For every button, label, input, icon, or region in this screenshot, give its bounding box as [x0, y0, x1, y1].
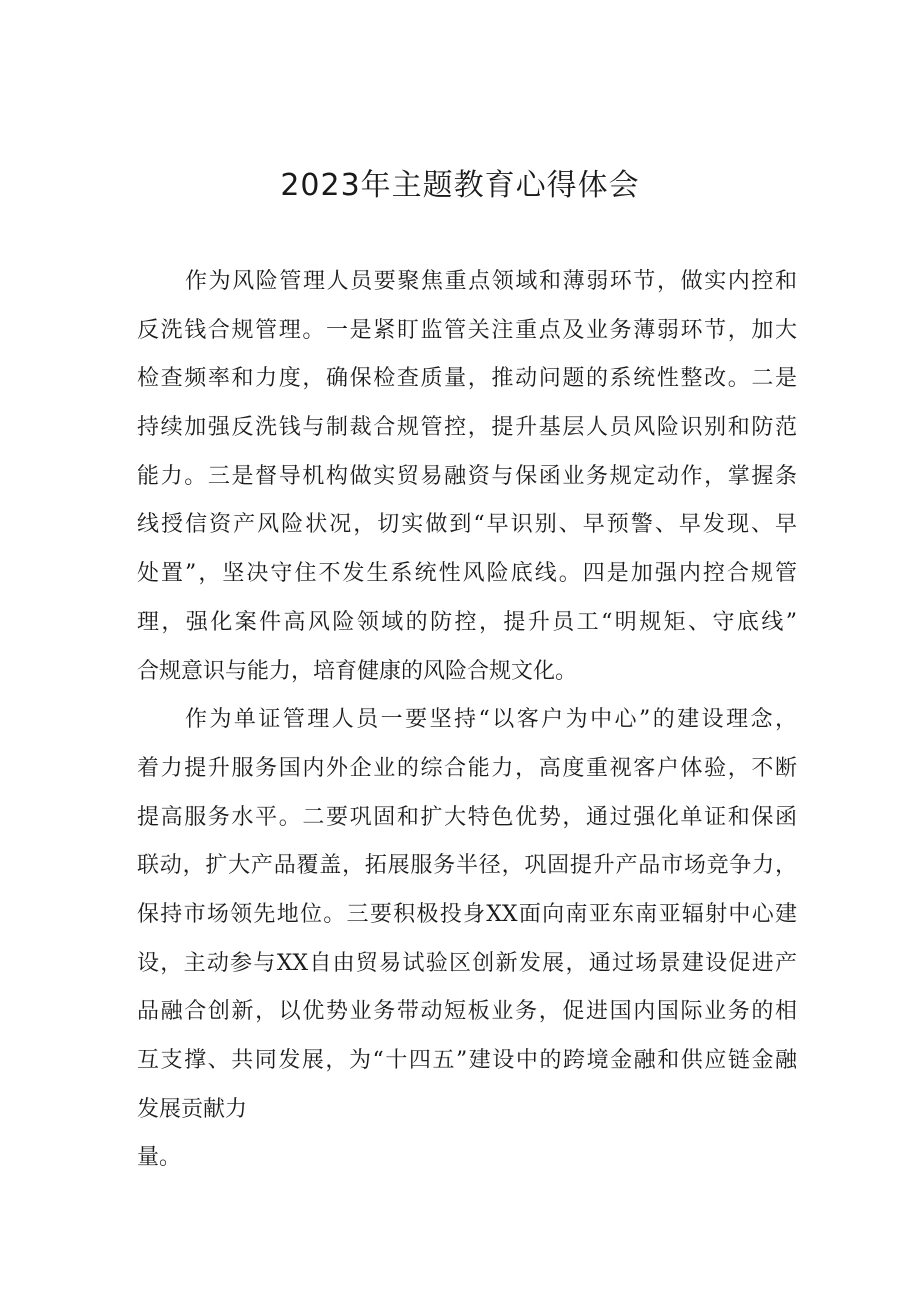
- paragraph-line: 检查频率和力度，确保检查质量，推动问题的系统性整改。二是: [137, 366, 797, 392]
- document-body: [137, 258, 797, 1183]
- paragraph-1: [137, 258, 797, 696]
- paragraph-line: 线授信资产风险状况，切实做到“早识别、早预警、早发现、早: [137, 512, 797, 538]
- document-title: 2023年主题教育心得体会: [280, 168, 640, 203]
- paragraph-line: 能力。三是督导机构做实贸易融资与保函业务规定动作，掌握条: [137, 463, 797, 489]
- paragraph-line: 保持市场领先地位。三要积极投身XX面向南亚东南亚辐射中心建: [137, 901, 797, 927]
- paragraph-line: 理，强化案件高风险领域的防控，提升员工“明规矩、守底线”: [137, 609, 797, 635]
- paragraph-line: 量。: [137, 1145, 182, 1171]
- paragraph-line: 品融合创新，以优势业务带动短板业务，促进国内国际业务的相: [137, 999, 797, 1025]
- paragraph-line: 设，主动参与XX自由贸易试验区创新发展，通过场景建设促进产: [137, 950, 797, 976]
- paragraph-line: 作为单证管理人员一要坚持“以客户为中心”的建设理念，: [185, 707, 797, 733]
- paragraph-line: 反洗钱合规管理。一是紧盯监管关注重点及业务薄弱环节，加大: [137, 317, 797, 343]
- paragraph-2: [137, 696, 797, 1183]
- paragraph-line: 持续加强反洗钱与制裁合规管控，提升基层人员风险识别和防范: [137, 415, 797, 441]
- paragraph-line: 提高服务水平。二要巩固和扩大特色优势，通过强化单证和保函: [137, 804, 797, 830]
- paragraph-line: 合规意识与能力，培育健康的风险合规文化。: [137, 658, 578, 684]
- paragraph-line: 着力提升服务国内外企业的综合能力，高度重视客户体验，不断: [137, 755, 797, 781]
- paragraph-line: 处置”，坚决守住不发生系统性风险底线。四是加强内控合规管: [137, 561, 797, 587]
- paragraph-line: 作为风险管理人员要聚焦重点领域和薄弱环节，做实内控和: [185, 269, 797, 294]
- paragraph-line: 联动，扩大产品覆盖，拓展服务半径，巩固提升产品市场竞争力，: [137, 853, 797, 879]
- paragraph-line: 发展贡献力: [137, 1096, 248, 1122]
- paragraph-line: 互支撑、共同发展，为“十四五”建设中的跨境金融和供应链金融: [137, 1048, 797, 1073]
